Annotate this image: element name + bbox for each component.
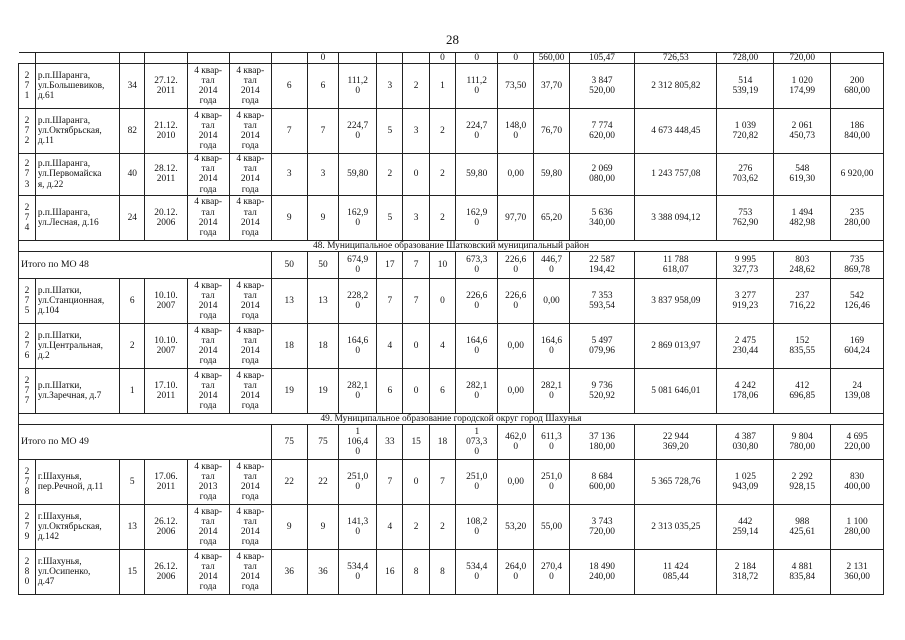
table-cell: 4 242 178,06	[717, 368, 774, 413]
table-cell: 22 587 194,42	[569, 251, 634, 278]
table-cell: 224,7 0	[339, 109, 377, 154]
table-cell: 611,3 0	[534, 425, 570, 460]
table-cell: 542 126,46	[831, 278, 884, 323]
table-row	[19, 505, 884, 550]
table-row	[19, 323, 884, 368]
table-cell: 412 696,85	[774, 368, 831, 413]
table-cell: 1 020 174,99	[774, 64, 831, 109]
table-cell: 803 248,62	[774, 251, 831, 278]
table-cell: 4 квар- тал 2014 года	[187, 109, 229, 154]
table-cell: 3	[403, 195, 429, 240]
table-cell: 3 743 720,00	[569, 505, 634, 550]
housing-table	[18, 52, 884, 595]
table-cell: 1 100 280,00	[831, 505, 884, 550]
address-cell: р.п.Шаранга, ул.Лесная, д.16	[35, 195, 119, 240]
table-cell: 548 619,30	[774, 154, 831, 196]
table-cell: 17.10. 2011	[145, 368, 187, 413]
table-cell: 6	[271, 64, 307, 109]
table-cell: 4 квар- тал 2014 года	[187, 278, 229, 323]
table-cell	[339, 53, 377, 64]
table-cell: 24 139,08	[831, 368, 884, 413]
table-cell: 17	[377, 251, 403, 278]
table-cell: 7	[403, 251, 429, 278]
table-cell: 50	[307, 251, 339, 278]
table-cell: 7 353 593,54	[569, 278, 634, 323]
table-cell: 726,53	[635, 53, 717, 64]
address-cell: р.п.Шатки, ул.Центральная, д.2	[35, 323, 119, 368]
table-cell: 0	[429, 278, 455, 323]
table-row	[19, 195, 884, 240]
table-cell: 6	[377, 368, 403, 413]
table-cell: 4 квар- тал 2014 года	[187, 323, 229, 368]
page-number: 28	[446, 32, 459, 47]
table-cell: 276 703,62	[717, 154, 774, 196]
table-cell: 97,70	[498, 195, 534, 240]
table-row	[19, 368, 884, 413]
row-number: 2 7 8	[19, 460, 36, 505]
table-cell: 6	[120, 278, 145, 323]
table-cell: 8	[429, 550, 455, 595]
table-cell: 108,2 0	[456, 505, 498, 550]
table-cell: 19	[271, 368, 307, 413]
table-cell: 1 243 757,08	[635, 154, 717, 196]
table-cell	[229, 53, 271, 64]
table-cell: 82	[120, 109, 145, 154]
table-cell: 4 квар- тал 2014 года	[229, 154, 271, 196]
table-cell: 9 804 780,00	[774, 425, 831, 460]
table-cell: 75	[271, 425, 307, 460]
table-cell: 4 квар- тал 2014 года	[187, 368, 229, 413]
table-cell: 2 184 318,72	[717, 550, 774, 595]
table-cell: 37 136 180,00	[569, 425, 634, 460]
table-cell: 59,80	[339, 154, 377, 196]
table-cell: 2 131 360,00	[831, 550, 884, 595]
table-cell	[35, 53, 119, 64]
table-cell: 7 774 620,00	[569, 109, 634, 154]
table-cell: 237 716,22	[774, 278, 831, 323]
subtotal-row	[19, 425, 884, 460]
table-cell: 2	[429, 505, 455, 550]
table-cell: 7	[377, 460, 403, 505]
table-cell: 282,1 0	[339, 368, 377, 413]
row-number: 2 7 3	[19, 154, 36, 196]
subtotal-label: Итого по МО 48	[19, 251, 272, 278]
table-cell: 0	[498, 53, 534, 64]
table-cell: 2	[377, 154, 403, 196]
table-row	[19, 460, 884, 505]
table-cell: 4 387 030,80	[717, 425, 774, 460]
table-cell: 18 490 240,00	[569, 550, 634, 595]
row-number: 2 7 1	[19, 64, 36, 109]
table-cell: 988 425,61	[774, 505, 831, 550]
table-cell: 5	[120, 460, 145, 505]
table-cell: 75	[307, 425, 339, 460]
table-cell: 3 277 919,23	[717, 278, 774, 323]
table-row	[19, 64, 884, 109]
table-cell	[271, 53, 307, 64]
table-cell: 2	[403, 505, 429, 550]
table-cell: 8 684 600,00	[569, 460, 634, 505]
table-cell: 2 312 805,82	[635, 64, 717, 109]
table-cell: 19	[307, 368, 339, 413]
table-cell: 735 869,78	[831, 251, 884, 278]
address-cell: р.п.Шатки, ул.Станционная, д.104	[35, 278, 119, 323]
table-cell: 3	[403, 109, 429, 154]
table-cell: 17.06. 2011	[145, 460, 187, 505]
table-cell: 0	[403, 154, 429, 196]
row-number: 2 7 2	[19, 109, 36, 154]
table-cell: 10.10. 2007	[145, 323, 187, 368]
table-cell: 6 920,00	[831, 154, 884, 196]
table-cell: 7	[271, 109, 307, 154]
table-cell: 4 695 220,00	[831, 425, 884, 460]
table-cell: 111,2 0	[456, 64, 498, 109]
table-cell: 7	[307, 109, 339, 154]
table-cell: 228,2 0	[339, 278, 377, 323]
table-cell: 141,3 0	[339, 505, 377, 550]
table-cell: 111,2 0	[339, 64, 377, 109]
table-cell: 3 837 958,09	[635, 278, 717, 323]
table-cell: 105,47	[569, 53, 634, 64]
table-cell: 0	[403, 323, 429, 368]
table-cell: 5 081 646,01	[635, 368, 717, 413]
table-cell: 2 313 035,25	[635, 505, 717, 550]
table-cell: 4 квар- тал 2014 года	[229, 323, 271, 368]
subtotal-row	[19, 251, 884, 278]
table-cell: 251,0 0	[534, 460, 570, 505]
table-cell: 282,1 0	[456, 368, 498, 413]
table-cell: 9 995 327,73	[717, 251, 774, 278]
table-cell: 7	[429, 460, 455, 505]
table-cell: 226,6 0	[498, 278, 534, 323]
table-cell: 0,00	[498, 368, 534, 413]
table-cell	[120, 53, 145, 64]
table-cell: 26.12. 2006	[145, 550, 187, 595]
table-cell: 251,0 0	[456, 460, 498, 505]
table-cell: 9	[307, 195, 339, 240]
table-cell: 13	[120, 505, 145, 550]
row-number: 2 7 4	[19, 195, 36, 240]
table-cell: 37,70	[534, 64, 570, 109]
table-cell: 4	[377, 505, 403, 550]
table-cell: 1 025 943,09	[717, 460, 774, 505]
table-cell: 5	[377, 195, 403, 240]
table-cell: 55,00	[534, 505, 570, 550]
table-cell: 1	[120, 368, 145, 413]
table-cell: 4 квар- тал 2014 года	[229, 195, 271, 240]
section-title: 49. Муниципальное образование городской округ город Шахунья	[19, 413, 884, 424]
table-cell: 4 квар- тал 2013 года	[187, 460, 229, 505]
table-cell: 2 869 013,97	[635, 323, 717, 368]
table-cell: 11 424 085,44	[635, 550, 717, 595]
table-cell: 9	[307, 505, 339, 550]
table-cell: 15	[403, 425, 429, 460]
table-cell: 4 673 448,45	[635, 109, 717, 154]
table-cell: 4 квар- тал 2014 года	[229, 550, 271, 595]
address-cell: г.Шахунья, ул.Осипенко, д.47	[35, 550, 119, 595]
table-cell: 2	[120, 323, 145, 368]
table-cell: 11 788 618,07	[635, 251, 717, 278]
table-cell: 28.12. 2011	[145, 154, 187, 196]
table-cell: 27.12. 2011	[145, 64, 187, 109]
table-cell: 76,70	[534, 109, 570, 154]
table-cell: 2	[429, 154, 455, 196]
table-cell: 65,20	[534, 195, 570, 240]
table-cell: 4 квар- тал 2014 года	[187, 154, 229, 196]
table-cell: 9 736 520,92	[569, 368, 634, 413]
table-cell: 164,6 0	[339, 323, 377, 368]
table-cell: 4 квар- тал 2014 года	[187, 64, 229, 109]
table-cell: 1 073,3 0	[456, 425, 498, 460]
table-cell: 442 259,14	[717, 505, 774, 550]
table-cell: 4 квар- тал 2014 года	[187, 550, 229, 595]
table-cell: 148,0 0	[498, 109, 534, 154]
table-cell: 164,6 0	[534, 323, 570, 368]
section-header-row	[19, 413, 884, 424]
table-cell: 40	[120, 154, 145, 196]
table-cell: 4 квар- тал 2014 года	[229, 109, 271, 154]
table-row	[19, 278, 884, 323]
table-cell: 36	[307, 550, 339, 595]
table-cell: 20.12. 2006	[145, 195, 187, 240]
address-cell: г.Шахунья, ул.Октябрьская, д.142	[35, 505, 119, 550]
table-cell	[403, 53, 429, 64]
table-cell: 152 835,55	[774, 323, 831, 368]
table-cell: 4 квар- тал 2014 года	[229, 64, 271, 109]
table-cell: 162,9 0	[339, 195, 377, 240]
table-cell: 4	[377, 323, 403, 368]
table-cell: 4 квар- тал 2014 года	[229, 368, 271, 413]
table-cell: 753 762,90	[717, 195, 774, 240]
table-cell: 4 квар- тал 2014 года	[187, 195, 229, 240]
table-cell: 6	[429, 368, 455, 413]
row-number: 2 7 7	[19, 368, 36, 413]
table-cell: 0	[403, 368, 429, 413]
table-cell: 1 039 720,82	[717, 109, 774, 154]
address-cell: р.п.Шаранга, ул.Октябрьская, д.11	[35, 109, 119, 154]
table-cell: 8	[403, 550, 429, 595]
table-cell: 2	[429, 195, 455, 240]
table-cell: 1	[429, 64, 455, 109]
table-cell: 534,4 0	[339, 550, 377, 595]
table-cell: 33	[377, 425, 403, 460]
table-cell	[187, 53, 229, 64]
row-number: 2 8 0	[19, 550, 36, 595]
table-cell: 0	[429, 53, 455, 64]
table-cell: 4 квар- тал 2014 года	[229, 278, 271, 323]
table-cell: 162,9 0	[456, 195, 498, 240]
table-cell: 5	[377, 109, 403, 154]
table-cell: 0,00	[498, 154, 534, 196]
table-cell: 4 881 835,84	[774, 550, 831, 595]
table-cell: 18	[271, 323, 307, 368]
table-cell: 226,6 0	[456, 278, 498, 323]
table-cell: 10	[429, 251, 455, 278]
table-row	[19, 154, 884, 196]
row-number: 2 7 5	[19, 278, 36, 323]
table-cell: 264,0 0	[498, 550, 534, 595]
table-row-continuation	[19, 53, 884, 64]
table-cell: 13	[271, 278, 307, 323]
section-header-row	[19, 240, 884, 251]
row-number: 2 7 9	[19, 505, 36, 550]
table-cell: 462,0 0	[498, 425, 534, 460]
table-cell: 34	[120, 64, 145, 109]
address-cell: р.п.Шаранга, ул.Первомайска я, д.22	[35, 154, 119, 196]
table-cell: 5 497 079,96	[569, 323, 634, 368]
table-cell: 186 840,00	[831, 109, 884, 154]
table-cell: 5 636 340,00	[569, 195, 634, 240]
table-cell: 22	[307, 460, 339, 505]
table-cell: 13	[307, 278, 339, 323]
table-cell: 22 944 369,20	[635, 425, 717, 460]
table-cell: 36	[271, 550, 307, 595]
table-cell: 18	[429, 425, 455, 460]
table-cell: 18	[307, 323, 339, 368]
table-cell: 2 069 080,00	[569, 154, 634, 196]
table-cell: 2	[403, 64, 429, 109]
table-cell: 830 400,00	[831, 460, 884, 505]
table-cell: 446,7 0	[534, 251, 570, 278]
table-cell: 5 365 728,76	[635, 460, 717, 505]
table-cell: 514 539,19	[717, 64, 774, 109]
table-cell: 0	[307, 53, 339, 64]
table-cell: 22	[271, 460, 307, 505]
table-cell: 53,20	[498, 505, 534, 550]
table-cell: 3	[377, 64, 403, 109]
table-cell: 270,4 0	[534, 550, 570, 595]
table-cell: 10.10. 2007	[145, 278, 187, 323]
table-cell: 50	[271, 251, 307, 278]
table-cell: 21.12. 2010	[145, 109, 187, 154]
address-cell: р.п.Шаранга, ул.Большевиков, д.61	[35, 64, 119, 109]
table-cell	[145, 53, 187, 64]
table-cell: 9	[271, 505, 307, 550]
table-cell: 2	[429, 109, 455, 154]
table-cell: 164,6 0	[456, 323, 498, 368]
table-cell: 235 280,00	[831, 195, 884, 240]
table-cell: 3 847 520,00	[569, 64, 634, 109]
table-cell: 728,00	[717, 53, 774, 64]
table-cell: 0	[456, 53, 498, 64]
table-cell	[831, 53, 884, 64]
table-cell: 4 квар- тал 2014 года	[229, 505, 271, 550]
table-cell: 1 494 482,98	[774, 195, 831, 240]
table-cell: 3 388 094,12	[635, 195, 717, 240]
table-cell: 1 106,4 0	[339, 425, 377, 460]
table-cell: 534,4 0	[456, 550, 498, 595]
row-number: 2 7 6	[19, 323, 36, 368]
table-cell: 560,00	[534, 53, 570, 64]
table-cell: 4 квар- тал 2014 года	[229, 460, 271, 505]
table-cell: 4 квар- тал 2014 года	[187, 505, 229, 550]
table-cell: 169 604,24	[831, 323, 884, 368]
table-cell: 26.12. 2006	[145, 505, 187, 550]
table-cell: 24	[120, 195, 145, 240]
table-cell: 2 292 928,15	[774, 460, 831, 505]
table-cell: 59,80	[456, 154, 498, 196]
table-cell: 7	[403, 278, 429, 323]
table-cell: 674,9 0	[339, 251, 377, 278]
table-cell: 73,50	[498, 64, 534, 109]
table-cell	[377, 53, 403, 64]
table-cell: 3	[271, 154, 307, 196]
table-cell: 282,1 0	[534, 368, 570, 413]
address-cell: р.п.Шатки, ул.Заречная, д.7	[35, 368, 119, 413]
table-cell: 4	[429, 323, 455, 368]
table-row	[19, 109, 884, 154]
table-cell: 16	[377, 550, 403, 595]
table-cell: 200 680,00	[831, 64, 884, 109]
table-cell: 3	[307, 154, 339, 196]
table-row	[19, 550, 884, 595]
table-cell: 15	[120, 550, 145, 595]
table-cell: 9	[271, 195, 307, 240]
table-cell: 0,00	[498, 460, 534, 505]
table-cell: 720,00	[774, 53, 831, 64]
section-title: 48. Муниципальное образование Шатковский муниципальный район	[19, 240, 884, 251]
table-cell	[19, 53, 36, 64]
subtotal-label: Итого по МО 49	[19, 425, 272, 460]
table-cell: 2 061 450,73	[774, 109, 831, 154]
address-cell: г.Шахунья, пер.Речной, д.11	[35, 460, 119, 505]
table-cell: 7	[377, 278, 403, 323]
table-cell: 673,3 0	[456, 251, 498, 278]
table-cell: 6	[307, 64, 339, 109]
table-cell: 0	[403, 460, 429, 505]
table-cell: 226,6 0	[498, 251, 534, 278]
table-cell: 0,00	[534, 278, 570, 323]
table-cell: 251,0 0	[339, 460, 377, 505]
table-cell: 59,80	[534, 154, 570, 196]
table-cell: 2 475 230,44	[717, 323, 774, 368]
table-cell: 0,00	[498, 323, 534, 368]
table-cell: 224,7 0	[456, 109, 498, 154]
